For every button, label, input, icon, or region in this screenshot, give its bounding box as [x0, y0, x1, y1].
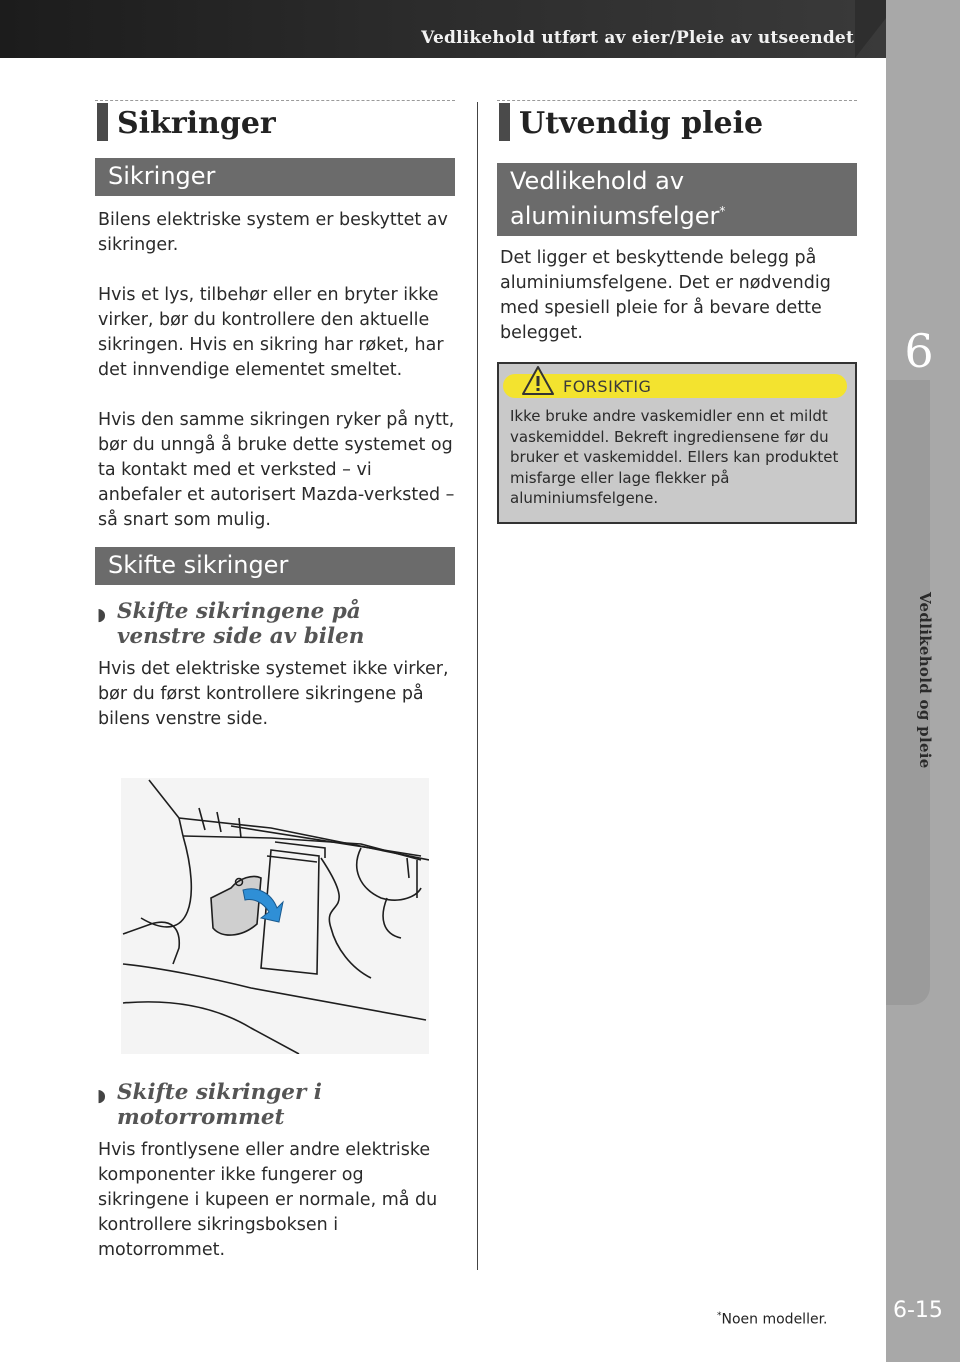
left-column [95, 100, 455, 1263]
chapter-label: Vedlikehold og pleie [916, 592, 934, 769]
bullet-icon: ◗ [97, 605, 106, 625]
paragraph: Hvis et lys, tilbehør eller en bryter ikke virker, bør du kontrollere den aktuelle sikringen. Hvis en sikring har røket, har det innvendige elementet smeltet. [98, 285, 444, 380]
section-heading [497, 100, 857, 147]
fuse-panel-drawing [121, 778, 429, 1054]
paragraph: Hvis det elektriske systemet ikke virker, bør du først kontrollere sikringene på bilens venstre side. [98, 659, 449, 729]
footnote-marker: * [717, 1311, 722, 1321]
caution-box [497, 362, 857, 524]
paragraph: Det ligger et beskyttende belegg på aluminiumsfelgene. Det er nødvendig med spesiell pleie for å bevare dette belegget. [500, 248, 831, 343]
topic-heading [95, 1080, 455, 1130]
caution-title: FORSIKTIG [563, 377, 652, 396]
footnote-text: Noen modeller. [721, 1311, 828, 1328]
page-number: 6-15 [893, 1298, 943, 1323]
section-title: Sikringer [117, 106, 276, 141]
paragraph: Hvis frontlysene eller andre elektriske komponenter ikke fungerer og sikringene i kupeen er normale, må du kontrollere sikringsboksen i motorrommet. [98, 1140, 438, 1260]
chapter-number: 6 [904, 324, 934, 378]
section-heading [95, 100, 455, 147]
subsection-heading [497, 163, 857, 236]
warning-triangle-icon [521, 364, 555, 398]
caution-text: Ikke bruke andre vaskemidler enn et mildt vaskemiddel. Bekreft ingrediensene før du bruker et vaskemiddel. Ellers kan produktet misfarge eller lage flekker på aluminiumsfelgene. [510, 407, 839, 507]
right-column [497, 100, 857, 524]
heading-bar [499, 103, 510, 141]
footnote-marker: * [719, 204, 726, 218]
fuse-panel-illustration [121, 778, 429, 1054]
heading-bar [97, 103, 108, 141]
section-title: Utvendig pleie [519, 106, 764, 141]
footnote [717, 1311, 828, 1328]
subsection-heading: Sikringer [95, 158, 455, 196]
running-header: Vedlikehold utført av eier/Pleie av utseendet [421, 28, 854, 48]
bullet-icon: ◗ [97, 1086, 106, 1106]
paragraph: Bilens elektriske system er beskyttet av sikringer. [98, 210, 448, 255]
subsection-title: Vedlikehold av aluminiumsfelger [510, 167, 720, 230]
subsection-heading: Skifte sikringer [95, 547, 455, 585]
paragraph: Hvis den samme sikringen ryker på nytt, bør du unngå å bruke dette systemet og ta kontakt med et verksted – vi anbefaler et autorisert Mazda-verksted – så snart som mulig. [98, 410, 455, 530]
topic-heading [95, 599, 455, 649]
topic-title: Skifte sikringene på venstre side av bilen [117, 599, 365, 649]
topic-title: Skifte sikringer i motorrommet [117, 1080, 322, 1130]
column-divider [477, 102, 478, 1270]
